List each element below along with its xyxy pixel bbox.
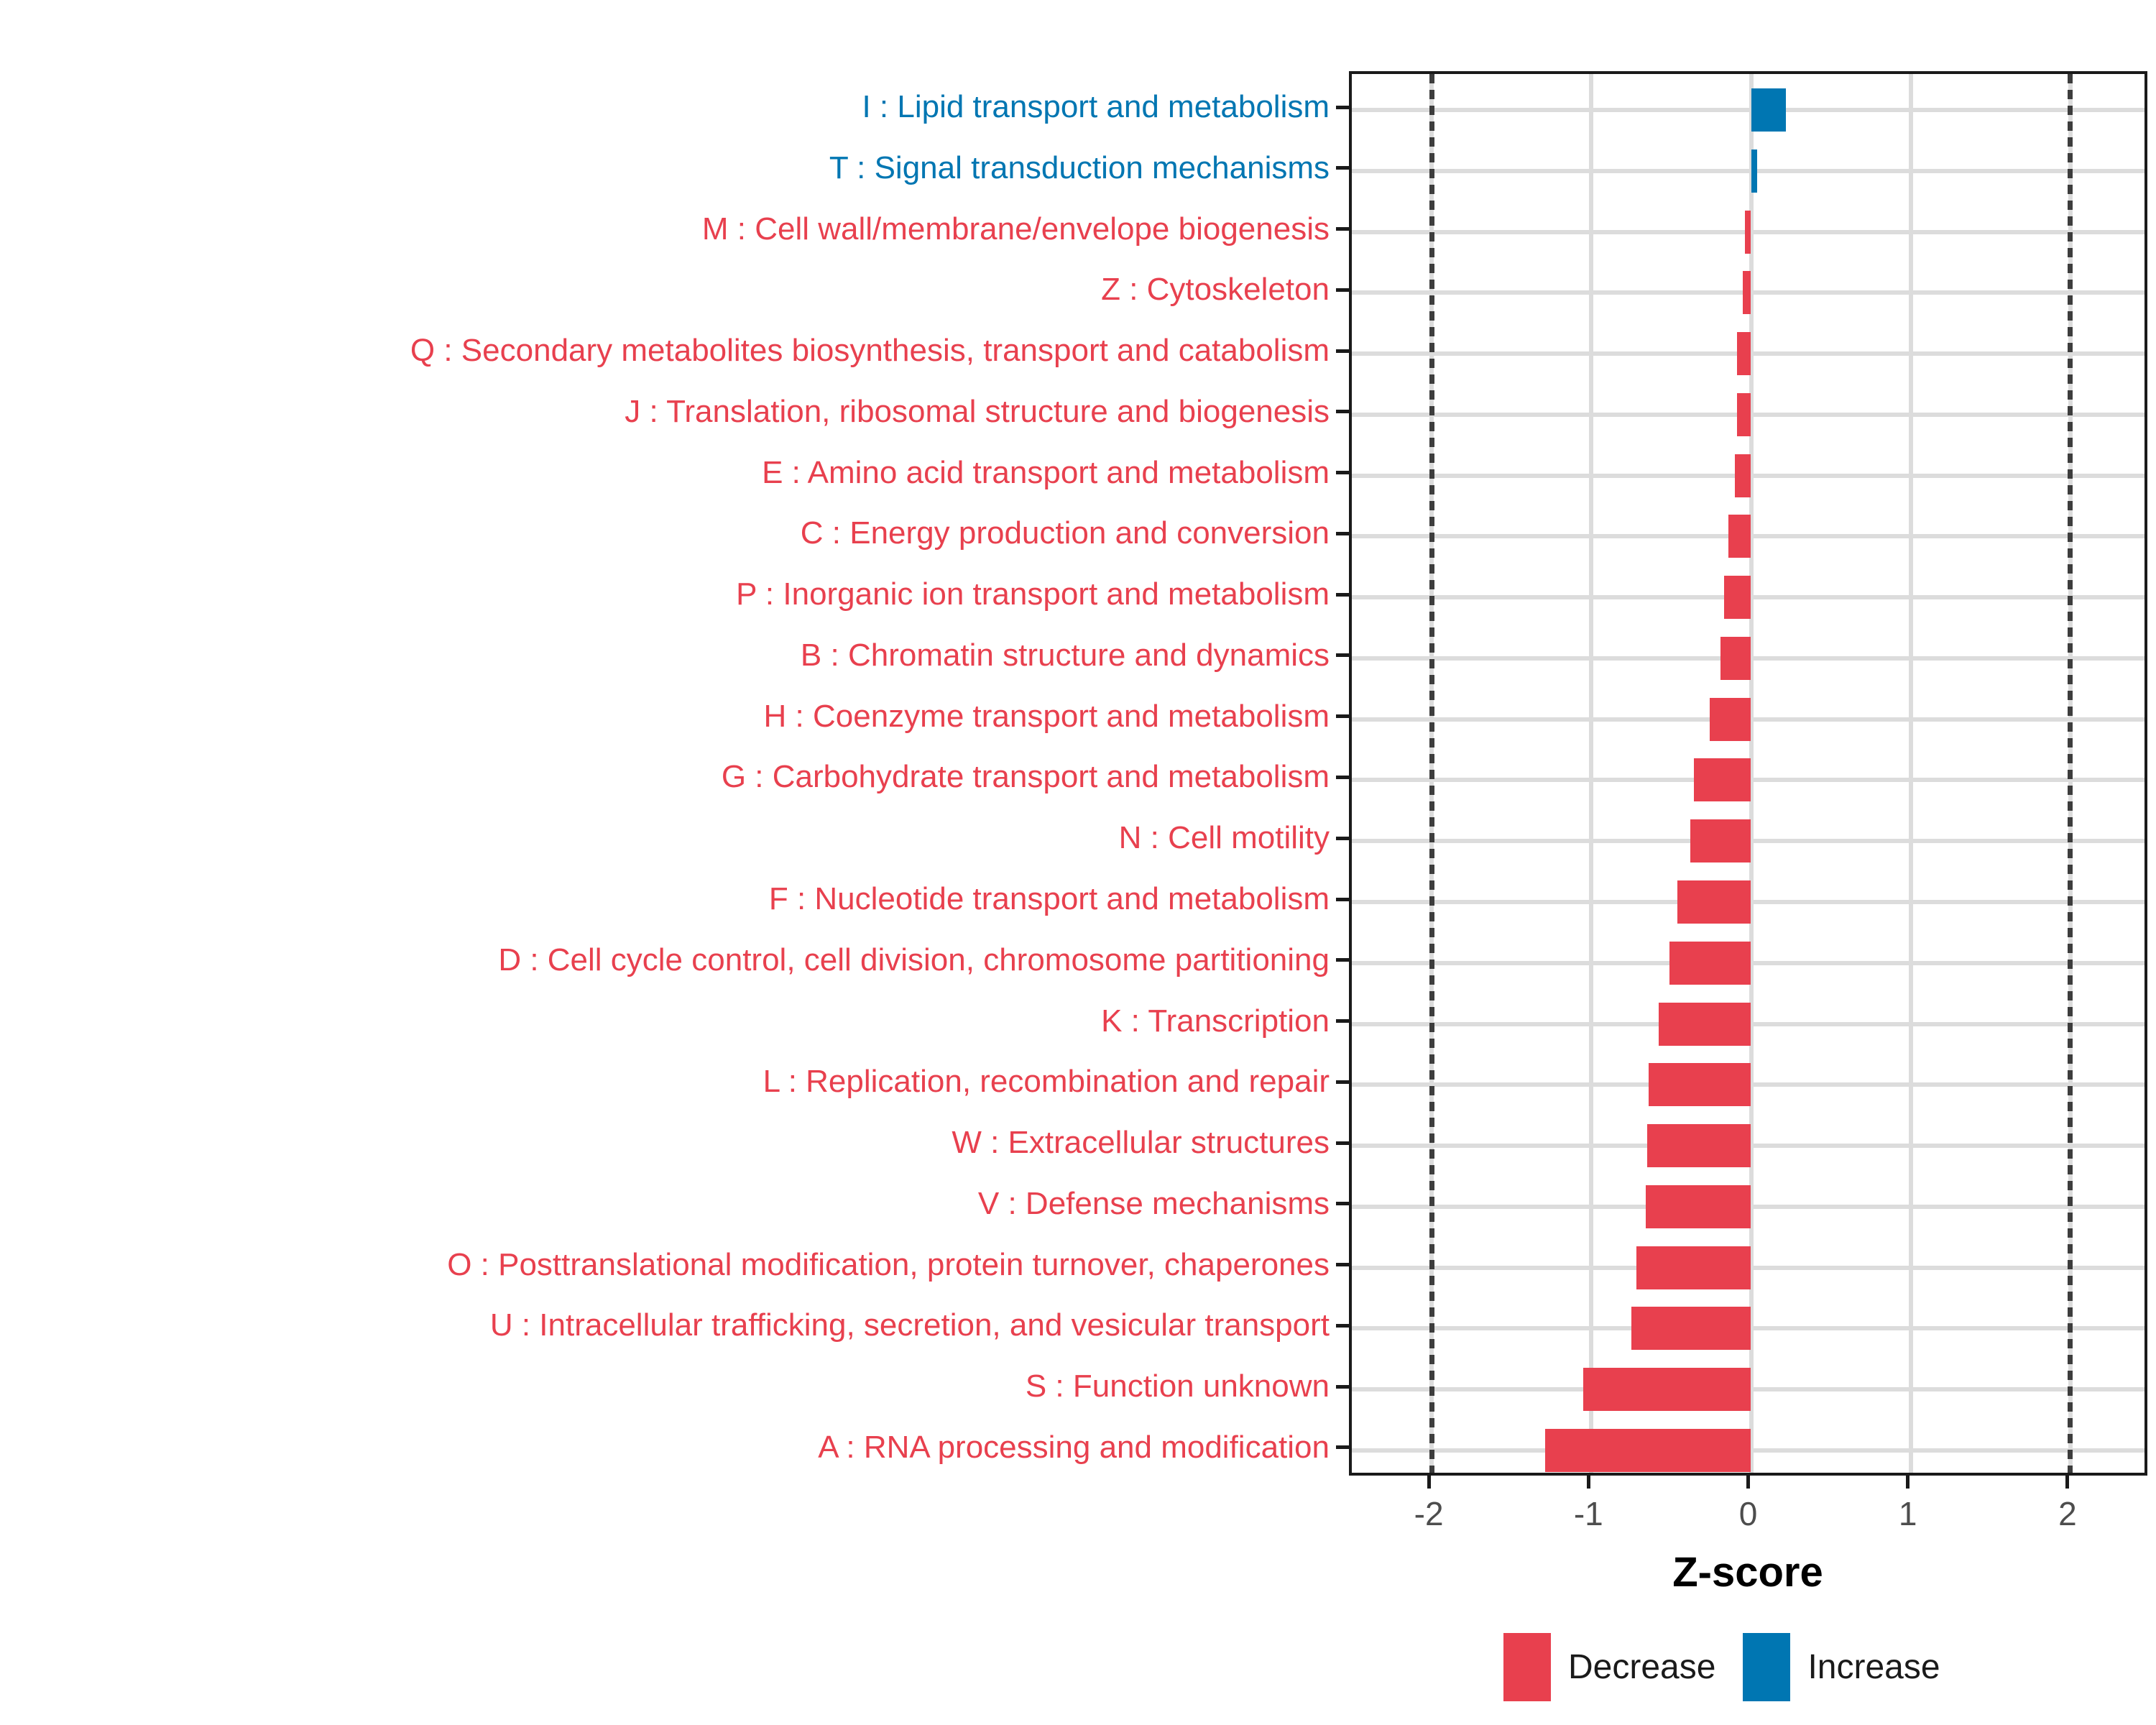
x-axis-tick-label: -1 bbox=[1573, 1495, 1603, 1532]
category-label: H : Coenzyme transport and metabolism bbox=[763, 698, 1330, 734]
x-axis-tick-label: 1 bbox=[1898, 1495, 1917, 1532]
legend bbox=[1503, 1633, 1940, 1701]
category-label: U : Intracellular trafficking, secretion, and vesicular transport bbox=[489, 1307, 1330, 1343]
y-axis-tick bbox=[1336, 1324, 1349, 1328]
dotted-reference-line bbox=[1429, 74, 1434, 1473]
y-axis-tick bbox=[1336, 1019, 1349, 1023]
bar-t bbox=[1751, 150, 1758, 193]
category-label: V : Defense mechanisms bbox=[977, 1185, 1330, 1221]
x-axis-tick-label: -2 bbox=[1414, 1495, 1444, 1532]
y-axis-tick bbox=[1336, 532, 1349, 535]
category-label: T : Signal transduction mechanisms bbox=[829, 150, 1330, 185]
y-axis-tick bbox=[1336, 714, 1349, 718]
category-label: Z : Cytoskeleton bbox=[1101, 272, 1330, 308]
category-label: K : Transcription bbox=[1101, 1003, 1330, 1039]
bar-i bbox=[1751, 88, 1787, 132]
category-label: C : Energy production and conversion bbox=[800, 515, 1330, 551]
x-axis-tick bbox=[1906, 1476, 1909, 1489]
bar-f bbox=[1677, 880, 1751, 924]
bar-b bbox=[1720, 637, 1751, 680]
plot-panel bbox=[1349, 71, 2147, 1476]
x-axis-tick bbox=[2065, 1476, 2069, 1489]
bar-v bbox=[1646, 1185, 1751, 1228]
legend-label: Decrease bbox=[1568, 1648, 1716, 1686]
y-axis-tick bbox=[1336, 227, 1349, 231]
bar-u bbox=[1631, 1307, 1751, 1350]
category-label: D : Cell cycle control, cell division, chromosome partitioning bbox=[498, 942, 1330, 978]
y-axis-tick bbox=[1336, 166, 1349, 170]
gridline-vertical bbox=[1909, 74, 1913, 1473]
legend-item-decrease bbox=[1503, 1633, 1715, 1701]
y-axis-tick bbox=[1336, 1263, 1349, 1266]
category-label: A : RNA processing and modification bbox=[818, 1429, 1330, 1465]
x-axis-tick bbox=[1587, 1476, 1590, 1489]
x-axis-tick-label: 0 bbox=[1738, 1495, 1758, 1532]
category-label: W : Extracellular structures bbox=[952, 1125, 1330, 1161]
bar-l bbox=[1649, 1063, 1751, 1106]
bar-o bbox=[1636, 1246, 1751, 1289]
category-label: J : Translation, ribosomal structure and biogenesis bbox=[625, 393, 1330, 429]
y-axis-tick bbox=[1336, 410, 1349, 413]
bar-e bbox=[1735, 454, 1751, 497]
y-axis-tick bbox=[1336, 1141, 1349, 1145]
y-axis-tick bbox=[1336, 1202, 1349, 1205]
legend-label: Increase bbox=[1807, 1648, 1940, 1686]
y-axis-tick bbox=[1336, 653, 1349, 657]
bar-d bbox=[1669, 942, 1751, 985]
category-label: B : Chromatin structure and dynamics bbox=[800, 637, 1330, 673]
legend-item-increase bbox=[1743, 1633, 1940, 1701]
bar-g bbox=[1694, 758, 1751, 801]
y-axis-tick bbox=[1336, 349, 1349, 353]
x-axis-tick bbox=[1427, 1476, 1431, 1489]
y-axis-tick bbox=[1336, 1385, 1349, 1389]
y-axis-tick bbox=[1336, 776, 1349, 779]
category-label: S : Function unknown bbox=[1025, 1368, 1330, 1404]
y-axis-tick bbox=[1336, 593, 1349, 597]
legend-swatch-increase bbox=[1743, 1633, 1790, 1701]
category-label: M : Cell wall/membrane/envelope biogenesis bbox=[701, 211, 1330, 247]
y-axis-tick bbox=[1336, 837, 1349, 840]
bar-m bbox=[1745, 211, 1751, 254]
bar-h bbox=[1710, 698, 1751, 741]
category-label: Q : Secondary metabolites biosynthesis, transport and catabolism bbox=[410, 333, 1330, 369]
category-label: I : Lipid transport and metabolism bbox=[862, 89, 1330, 124]
category-label: F : Nucleotide transport and metabolism bbox=[768, 881, 1330, 916]
gridline-horizontal bbox=[1352, 169, 2145, 173]
y-axis-tick bbox=[1336, 1445, 1349, 1449]
bar-j bbox=[1737, 393, 1751, 436]
category-label: L : Replication, recombination and repair bbox=[763, 1064, 1330, 1100]
bar-q bbox=[1737, 332, 1751, 375]
y-axis-tick bbox=[1336, 471, 1349, 474]
x-axis-tick bbox=[1746, 1476, 1750, 1489]
x-axis-tick-label: 2 bbox=[2058, 1495, 2077, 1532]
gridline-horizontal bbox=[1352, 108, 2145, 112]
bar-c bbox=[1728, 515, 1751, 558]
category-label: O : Posttranslational modification, protein turnover, chaperones bbox=[447, 1246, 1330, 1282]
bar-w bbox=[1647, 1124, 1751, 1167]
y-axis-tick bbox=[1336, 898, 1349, 901]
y-axis-tick bbox=[1336, 958, 1349, 962]
category-label: N : Cell motility bbox=[1118, 820, 1330, 856]
y-axis-tick bbox=[1336, 106, 1349, 109]
category-label: P : Inorganic ion transport and metabolism bbox=[736, 576, 1330, 612]
bar-k bbox=[1659, 1003, 1751, 1046]
x-axis-title: Z-score bbox=[1672, 1549, 1823, 1596]
bar-a bbox=[1545, 1429, 1751, 1472]
legend-swatch-decrease bbox=[1503, 1633, 1551, 1701]
bar-z bbox=[1743, 271, 1751, 314]
bar-n bbox=[1690, 819, 1751, 862]
bar-p bbox=[1724, 576, 1751, 619]
dotted-reference-line bbox=[2068, 74, 2073, 1473]
y-axis-tick bbox=[1336, 1080, 1349, 1084]
gridline-vertical bbox=[1589, 74, 1593, 1473]
category-label: E : Amino acid transport and metabolism bbox=[762, 454, 1330, 490]
category-label: G : Carbohydrate transport and metabolism bbox=[721, 759, 1330, 795]
y-axis-tick bbox=[1336, 288, 1349, 292]
bar-s bbox=[1583, 1368, 1751, 1411]
